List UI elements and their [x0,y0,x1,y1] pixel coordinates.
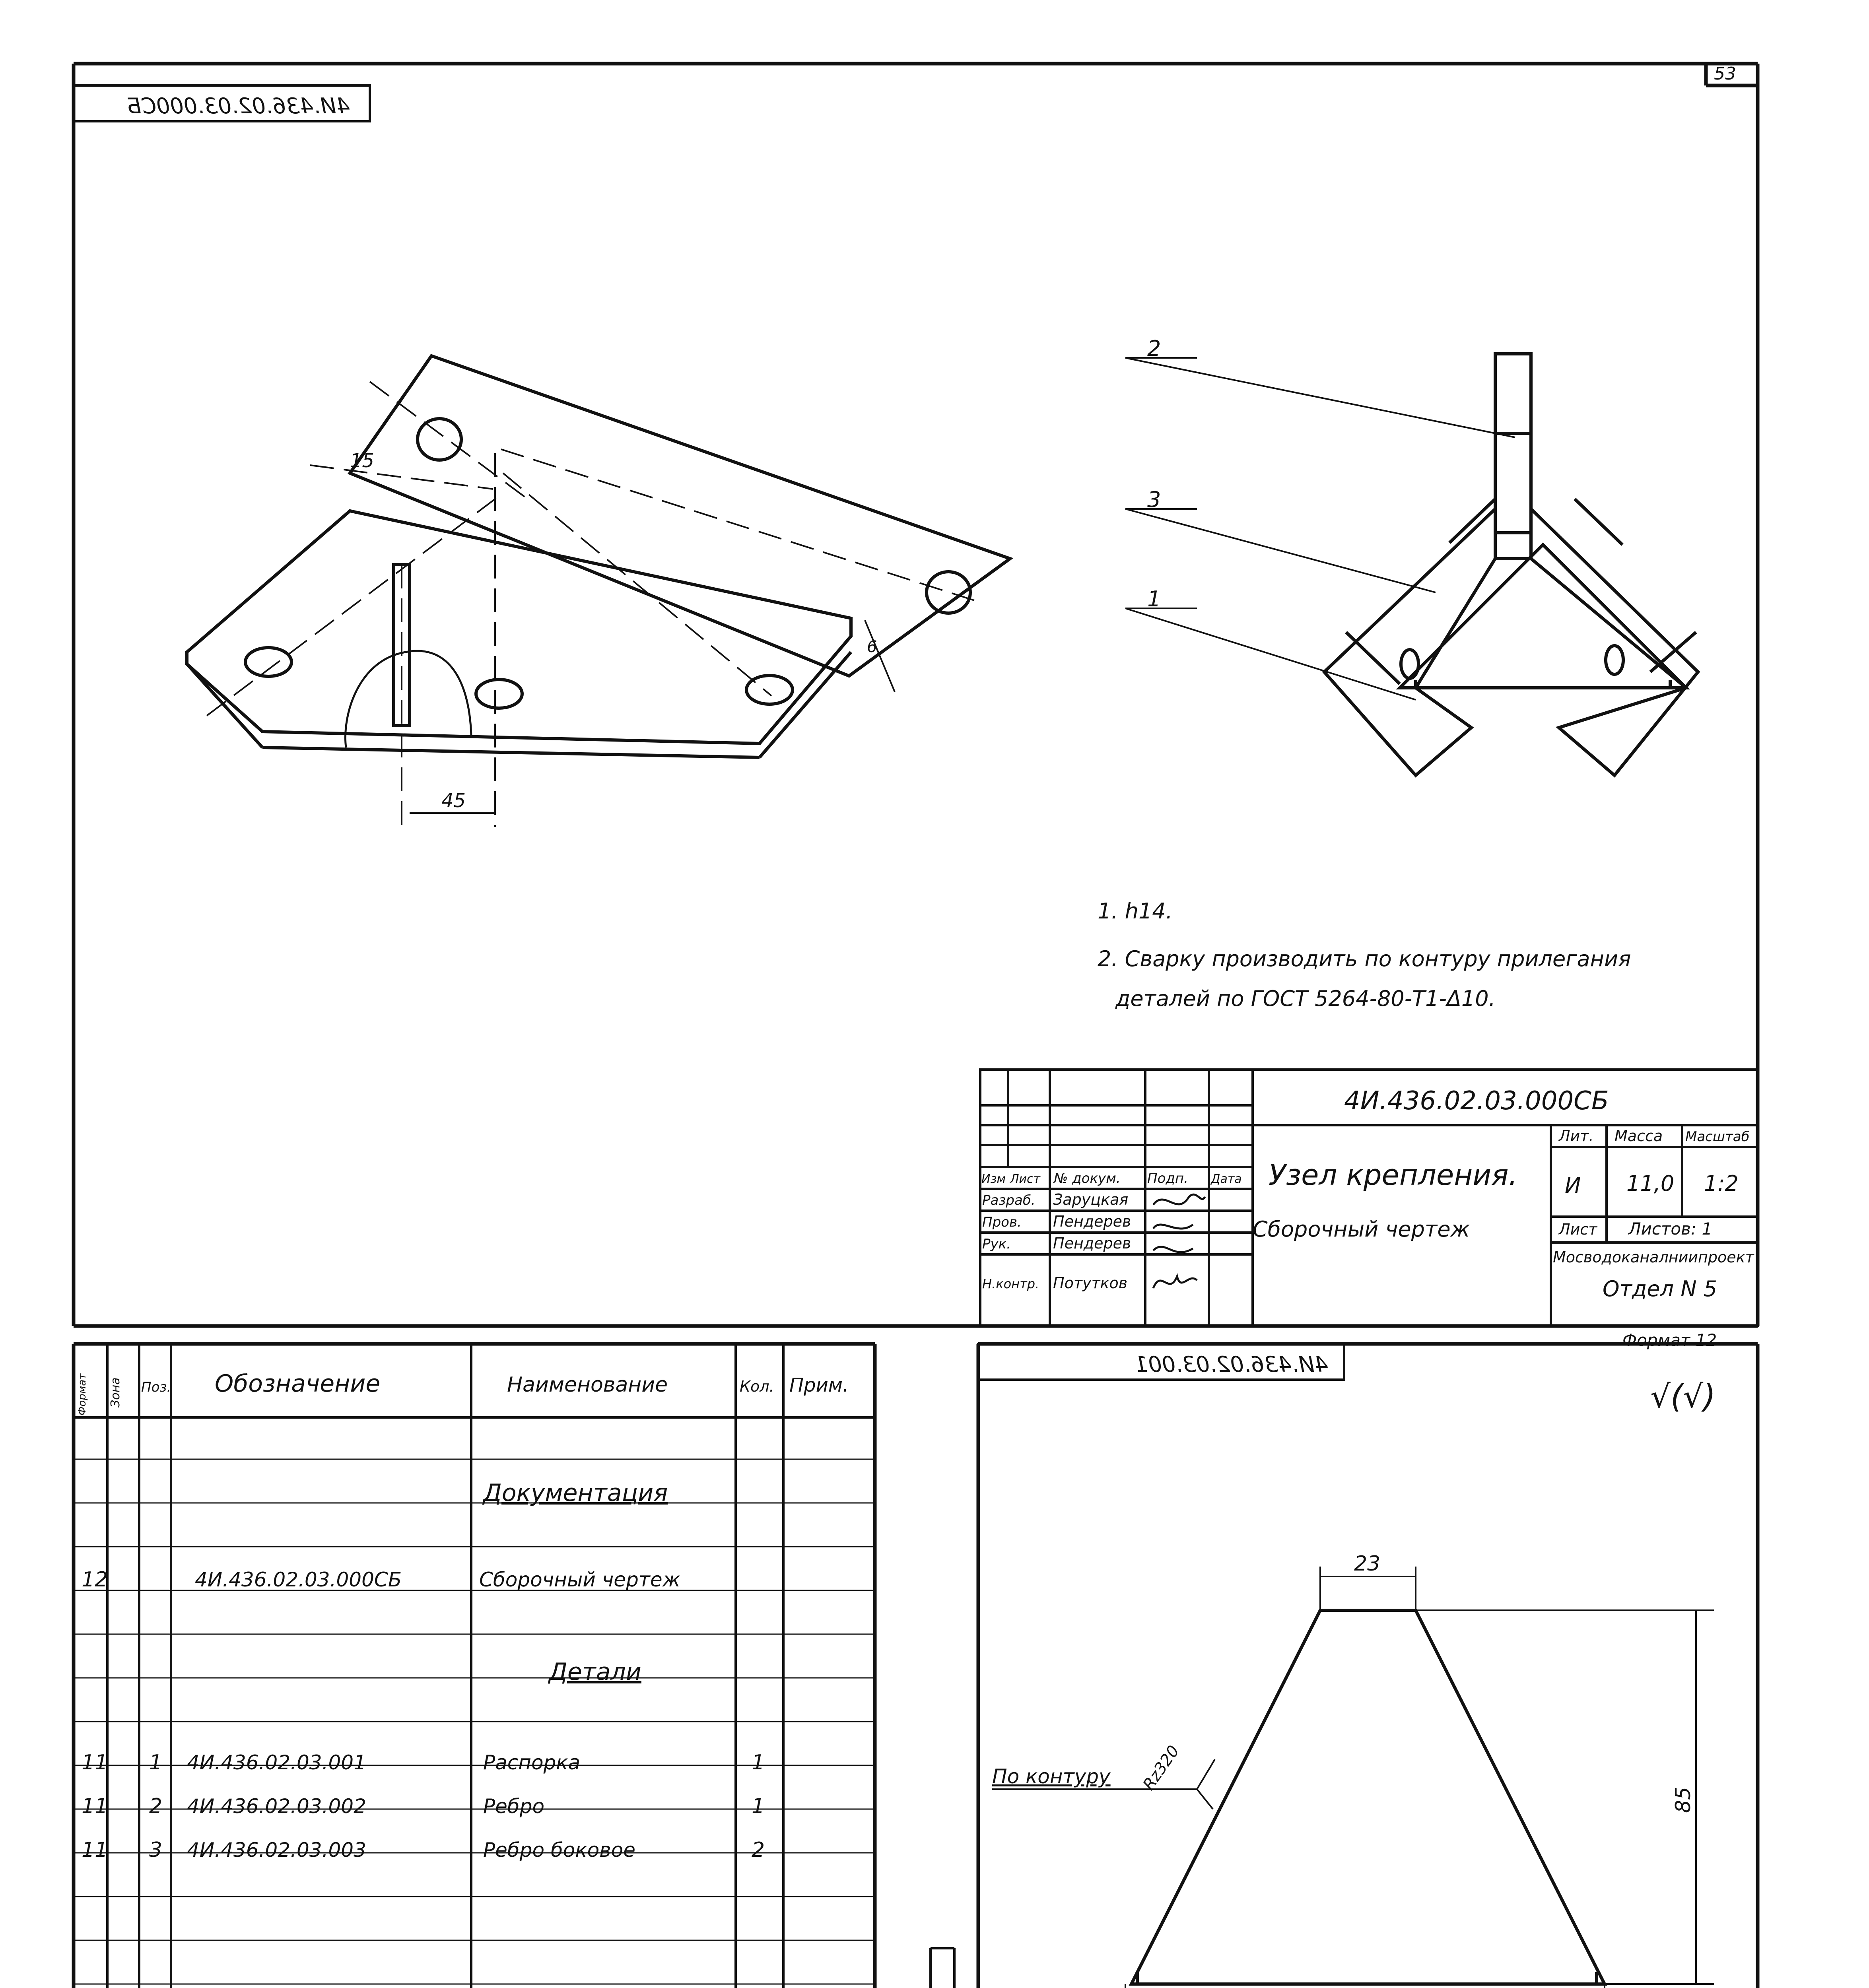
spec-row-1-code: 4И.436.02.03.000СБ [195,1568,402,1591]
assembly-tb-head-sign: Подп. [1147,1171,1188,1186]
spec-row-4-qty: 2 [752,1838,765,1862]
spec-row-3-format: 11 [82,1794,108,1818]
note-3: деталей по ГОСТ 5264-80-Т1-Δ10. [1115,986,1496,1011]
note-2: 2. Сварку производить по контуру прилегания [1098,946,1631,971]
assembly-signatures [1153,1194,1205,1288]
dim-height-85: 85 [1671,1786,1695,1813]
dim-15: 15 [350,450,375,472]
assembly-tb-org: Мосводоканалниипроект [1553,1248,1754,1266]
note-1: 1. h14. [1098,899,1173,924]
spec-row-2-qty: 1 [752,1751,765,1774]
assembly-tb-person-4: Потутков [1053,1274,1128,1292]
part-mirrored-code-box [978,1344,1344,1380]
assembly-tb-doctype: Сборочный чертеж [1253,1217,1470,1242]
assembly-tb-person-3: Пендерев [1053,1235,1131,1252]
assembly-tb-mass-label: Масса [1614,1127,1663,1145]
isometric-axis-lines [207,382,974,827]
spec-head-code: Обозначение [215,1370,381,1398]
assembly-mirrored-code-box [74,85,370,121]
assembly-tb-lit-label: Лит. [1559,1127,1594,1145]
spec-row-2-format: 11 [82,1751,108,1774]
assembly-tb-head-date: Дата [1211,1172,1242,1186]
assembly-tb-name: Узел крепления. [1269,1158,1518,1192]
cross-section-view [1324,354,1698,775]
dim-top-23: 23 [1354,1552,1381,1576]
side-stamp [931,1948,954,1988]
specification-table [74,1344,875,1988]
spec-head-format: Формат [76,1373,88,1415]
assembly-mirrored-code: 4И.436.02.03.000СБ [126,93,350,118]
spec-section-parts: Детали [549,1658,641,1686]
assembly-tb-head-doc: № докум. [1054,1171,1121,1186]
spec-row-1-name: Сборочный чертеж [479,1568,680,1591]
assembly-tb-head-izm: Изм [981,1172,1006,1186]
assembly-tb-dept: Отдел N 5 [1603,1276,1717,1301]
assembly-format: Формат 12 [1622,1330,1717,1350]
spec-row-2-code: 4И.436.02.03.001 [187,1751,366,1774]
spec-head-pos: Поз. [141,1379,171,1395]
assembly-tb-sheets-label: Листов: 1 [1628,1219,1713,1239]
isometric-bracket-view [187,356,1010,757]
contour-label: По контуру [992,1765,1111,1788]
spec-row-4-name: Ребро боковое [483,1839,636,1862]
assembly-tb-head-list: Лист [1010,1172,1041,1186]
assembly-tb-lit: И [1565,1173,1581,1198]
dim-45: 45 [441,790,466,812]
spec-row-3-qty: 1 [752,1794,765,1818]
spec-row-1-format: 12 [82,1568,108,1592]
spec-head-note: Прим. [789,1374,849,1396]
leader-label-2: 2 [1147,336,1161,361]
assembly-tb-person-2: Пендерев [1053,1213,1131,1230]
assembly-tb-scale: 1:2 [1704,1171,1739,1196]
leader-lines [1125,358,1515,700]
roughness-symbol: √(√) [1650,1378,1716,1415]
assembly-tb-person-1: Заруцкая [1053,1191,1129,1208]
assembly-tb-role-3: Рук. [982,1236,1011,1252]
assembly-tb-role-4: Н.контр. [982,1276,1039,1291]
spec-head-zone: Зона [109,1377,122,1408]
assembly-tb-sheet-label: Лист [1559,1221,1597,1238]
roughness-value: Rz320 [1139,1742,1183,1794]
spec-row-lines [74,1459,875,1988]
spec-row-4-pos: 3 [149,1838,163,1862]
part-mirrored-code: 4И.436.02.03.001 [1135,1352,1328,1377]
assembly-tb-role-1: Разраб. [982,1192,1036,1208]
assembly-tb-mass: 11,0 [1626,1171,1675,1196]
assembly-tb-scale-label: Масштаб [1685,1129,1750,1145]
spec-section-docs: Документация [483,1479,668,1507]
isometric-dimensions [350,450,895,813]
spec-row-4-format: 11 [82,1838,108,1862]
spec-head-name: Наименование [507,1373,668,1397]
assembly-tb-code: 4И.436.02.03.000СБ [1344,1086,1609,1116]
spec-row-3-pos: 2 [149,1794,163,1818]
leader-label-3: 3 [1147,487,1161,512]
spec-head-qty: Кол. [740,1378,774,1395]
assembly-title-block [980,1070,1758,1326]
spec-row-3-name: Ребро [483,1795,545,1818]
assembly-tb-role-2: Пров. [982,1214,1022,1230]
spec-row-2-pos: 1 [149,1751,163,1774]
dim-6: 6 [867,638,877,656]
spec-row-3-code: 4И.436.02.03.002 [187,1795,366,1818]
spec-row-2 [82,1751,765,1774]
spec-row-3 [82,1794,765,1818]
spec-row-2-name: Распорка [483,1751,581,1774]
page-number: 53 [1714,64,1736,84]
spec-row-4-code: 4И.436.02.03.003 [187,1839,366,1862]
leader-label-1: 1 [1147,586,1161,612]
spec-row-4 [82,1838,765,1862]
